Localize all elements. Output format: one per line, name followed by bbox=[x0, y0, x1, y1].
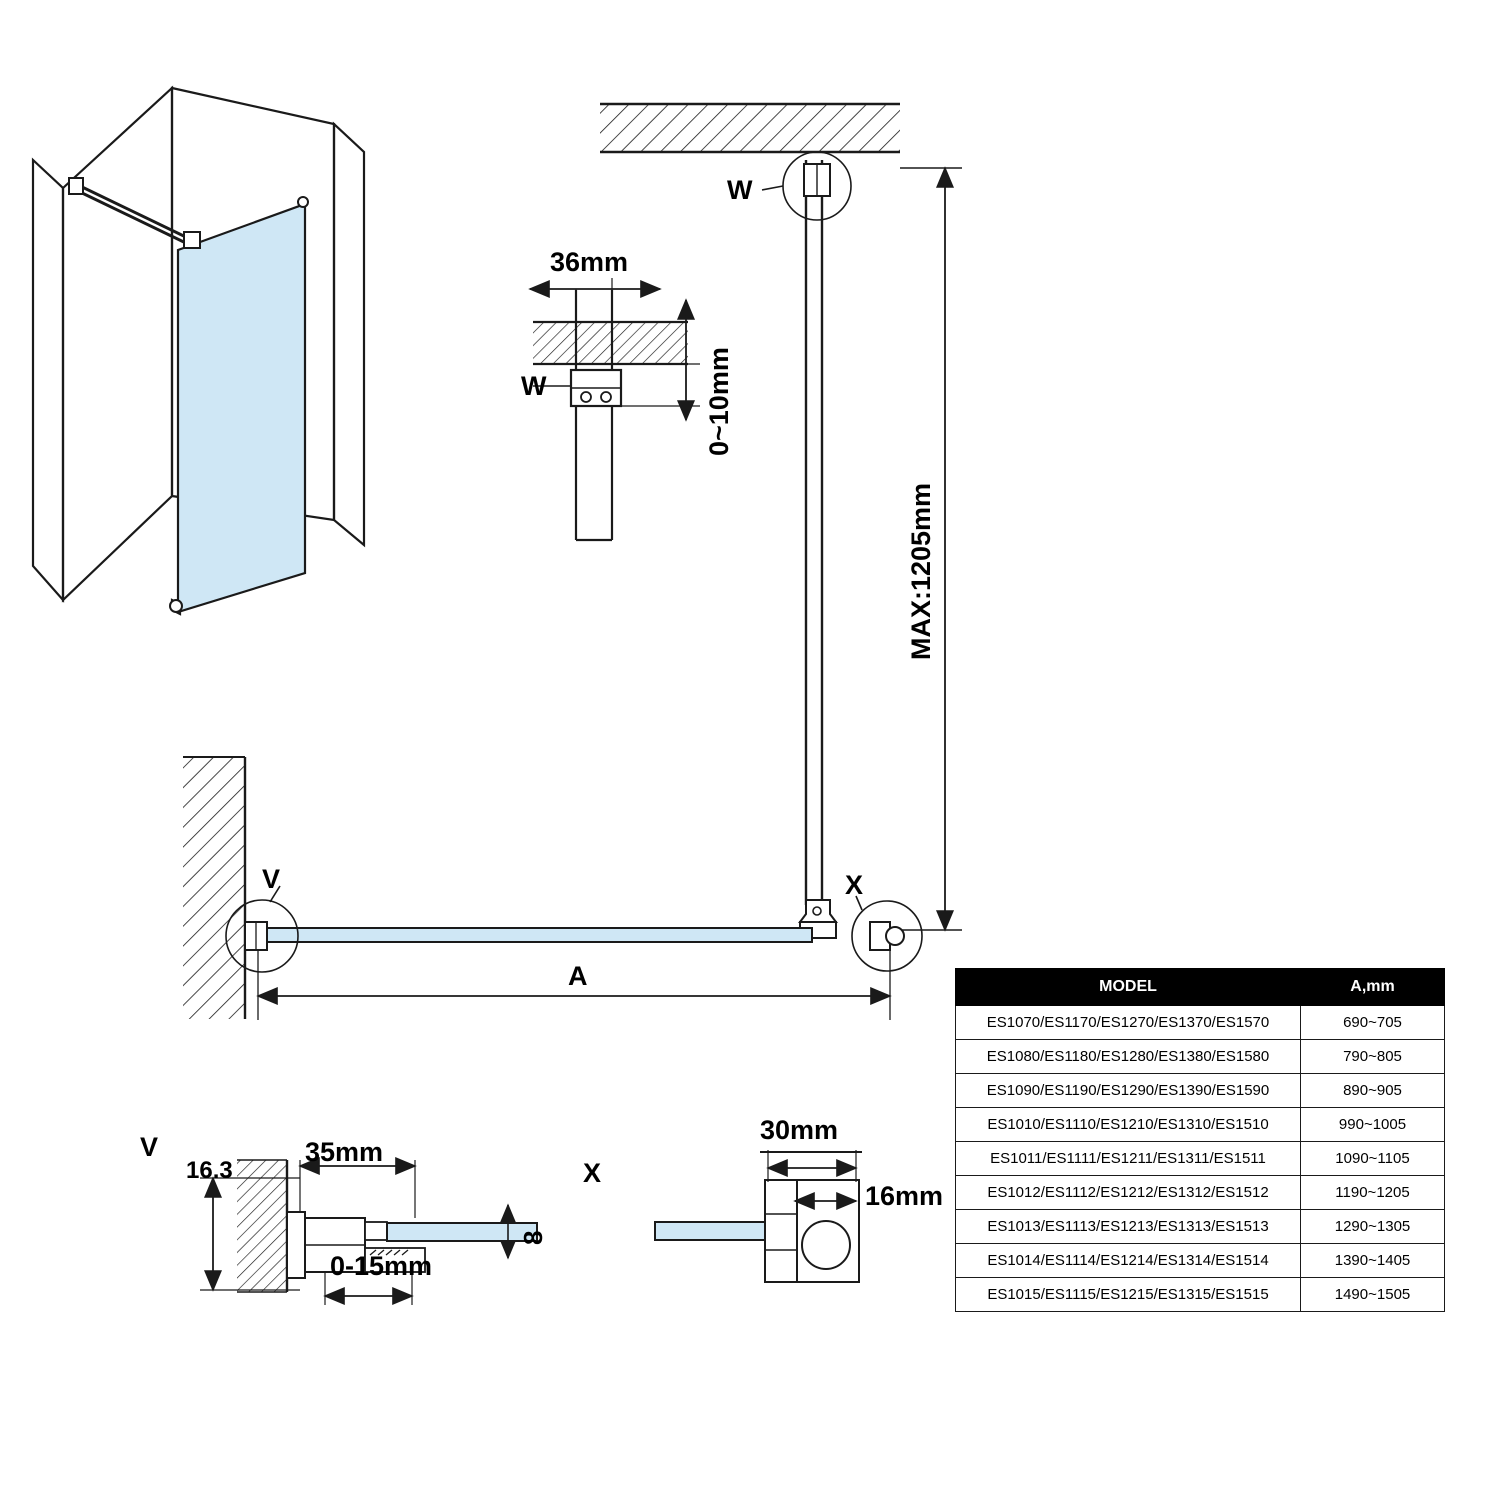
callout-w-top: W bbox=[727, 175, 753, 205]
dimension-36mm: 36mm bbox=[550, 247, 629, 277]
dimension-max-height: MAX:1205mm bbox=[906, 482, 936, 660]
model-dimension-table bbox=[955, 968, 1445, 1312]
cell-a-mm: 790~805 bbox=[1301, 1040, 1445, 1074]
table-row bbox=[956, 1210, 1445, 1244]
table-row bbox=[956, 1006, 1445, 1040]
cell-model: ES1070/ES1170/ES1270/ES1370/ES1570 bbox=[956, 1006, 1301, 1040]
dimension-glass-thickness: 8 bbox=[518, 1230, 548, 1245]
column-header-model: MODEL bbox=[956, 969, 1301, 1006]
cell-model: ES1014/ES1114/ES1214/ES1314/ES1514 bbox=[956, 1244, 1301, 1278]
v-detail-view bbox=[200, 1160, 537, 1305]
callout-x-detail: X bbox=[583, 1158, 602, 1188]
dimension-0-10mm: 0~10mm bbox=[704, 347, 734, 456]
table-header-row bbox=[956, 969, 1445, 1006]
table-row bbox=[956, 1040, 1445, 1074]
x-detail-view bbox=[655, 1150, 862, 1282]
callout-v-detail: V bbox=[140, 1132, 159, 1162]
dimension-0-15mm: 0-15mm bbox=[330, 1251, 433, 1281]
cell-model: ES1090/ES1190/ES1290/ES1390/ES1590 bbox=[956, 1074, 1301, 1108]
dimension-30mm: 30mm bbox=[760, 1115, 839, 1145]
table-row bbox=[956, 1142, 1445, 1176]
table-row bbox=[956, 1108, 1445, 1142]
table-row bbox=[956, 1278, 1445, 1312]
w-detail-view bbox=[530, 278, 700, 540]
dimension-16-3: 16.3 bbox=[186, 1157, 233, 1184]
callout-w-detail: W bbox=[521, 371, 547, 401]
cell-a-mm: 690~705 bbox=[1301, 1006, 1445, 1040]
cell-model: ES1010/ES1110/ES1210/ES1310/ES1510 bbox=[956, 1108, 1301, 1142]
plan-view bbox=[183, 757, 922, 1020]
table-row bbox=[956, 1176, 1445, 1210]
cell-model: ES1080/ES1180/ES1280/ES1380/ES1580 bbox=[956, 1040, 1301, 1074]
cell-a-mm: 1090~1105 bbox=[1301, 1142, 1445, 1176]
dimension-35mm: 35mm bbox=[305, 1137, 384, 1167]
cell-a-mm: 990~1005 bbox=[1301, 1108, 1445, 1142]
cell-a-mm: 1490~1505 bbox=[1301, 1278, 1445, 1312]
cell-a-mm: 1190~1205 bbox=[1301, 1176, 1445, 1210]
callout-v-plan: V bbox=[262, 864, 281, 894]
cell-model: ES1013/ES1113/ES1213/ES1313/ES1513 bbox=[956, 1210, 1301, 1244]
cell-a-mm: 890~905 bbox=[1301, 1074, 1445, 1108]
cell-model: ES1012/ES1112/ES1212/ES1312/ES1512 bbox=[956, 1176, 1301, 1210]
table-row bbox=[956, 1074, 1445, 1108]
cell-a-mm: 1390~1405 bbox=[1301, 1244, 1445, 1278]
isometric-view bbox=[33, 88, 364, 614]
cell-model: ES1011/ES1111/ES1211/ES1311/ES1511 bbox=[956, 1142, 1301, 1176]
table-row bbox=[956, 1244, 1445, 1278]
dimension-16mm: 16mm bbox=[865, 1181, 944, 1211]
column-header-a: A,mm bbox=[1301, 969, 1445, 1006]
cell-model: ES1015/ES1115/ES1215/ES1315/ES1515 bbox=[956, 1278, 1301, 1312]
callout-x-plan: X bbox=[845, 870, 864, 900]
cell-a-mm: 1290~1305 bbox=[1301, 1210, 1445, 1244]
dimension-a-label: A bbox=[568, 961, 588, 991]
